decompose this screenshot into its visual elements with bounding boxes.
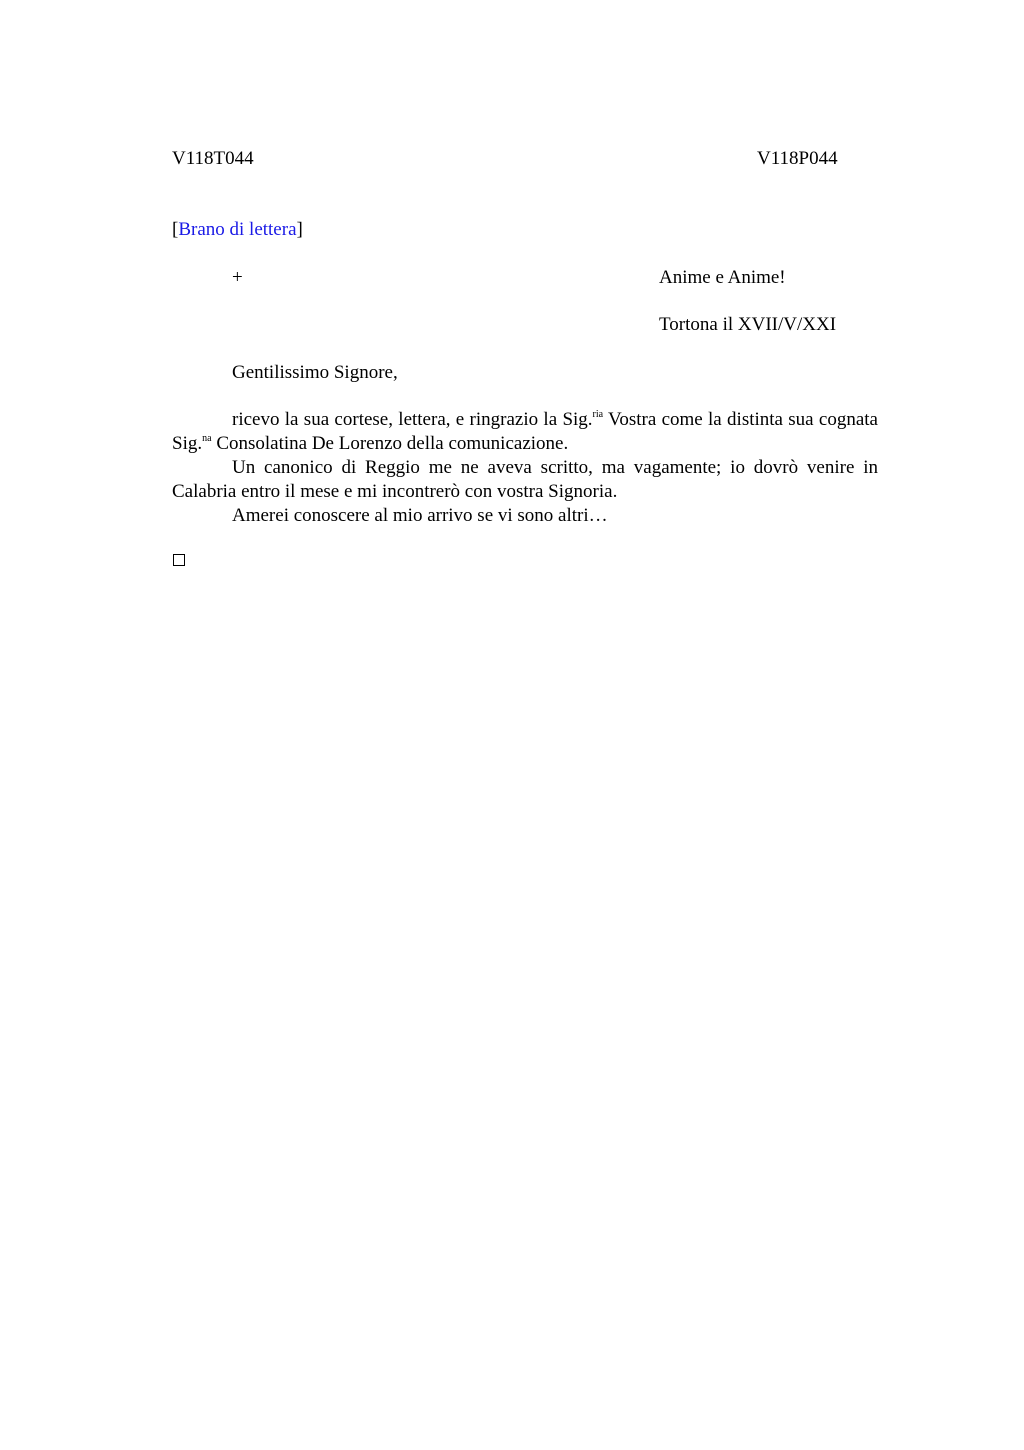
letter-motto: Anime e Anime! xyxy=(659,267,786,288)
document-code-right: V118P044 xyxy=(757,148,838,169)
letter-salutation: Gentilissimo Signore, xyxy=(232,362,398,383)
letter-dateline: Tortona il XVII/V/XXI xyxy=(659,314,837,335)
superscript-abbreviation: ria xyxy=(592,409,604,420)
superscript-abbreviation: na xyxy=(202,433,212,444)
paragraph-text: Consolatina De Lorenzo della comunicazione. xyxy=(211,433,569,454)
close-bracket: ] xyxy=(296,219,303,240)
section-title xyxy=(172,218,303,242)
paragraph-text: ricevo la sua cortese, lettera, e ringrazio la Sig. xyxy=(232,409,593,430)
letter-paragraph xyxy=(172,408,878,456)
letter-body xyxy=(172,408,878,528)
document-code-left: V118T044 xyxy=(172,148,254,169)
square-outline-icon xyxy=(173,554,185,566)
paragraph-text: Vostra come la distinta sua cognata Sig. xyxy=(172,409,878,454)
section-link[interactable]: Brano di lettera xyxy=(178,219,297,240)
cross-mark: + xyxy=(232,267,243,288)
open-bracket: [ xyxy=(172,219,179,240)
letter-paragraph: Amerei conoscere al mio arrivo se vi sono altri… xyxy=(232,505,608,526)
letter-paragraph: Un canonico di Reggio me ne aveva scritto, ma vagamente; io dovrò venire in Calabria entro il mese e mi incontrerò con vostra Signoria. xyxy=(172,457,878,502)
